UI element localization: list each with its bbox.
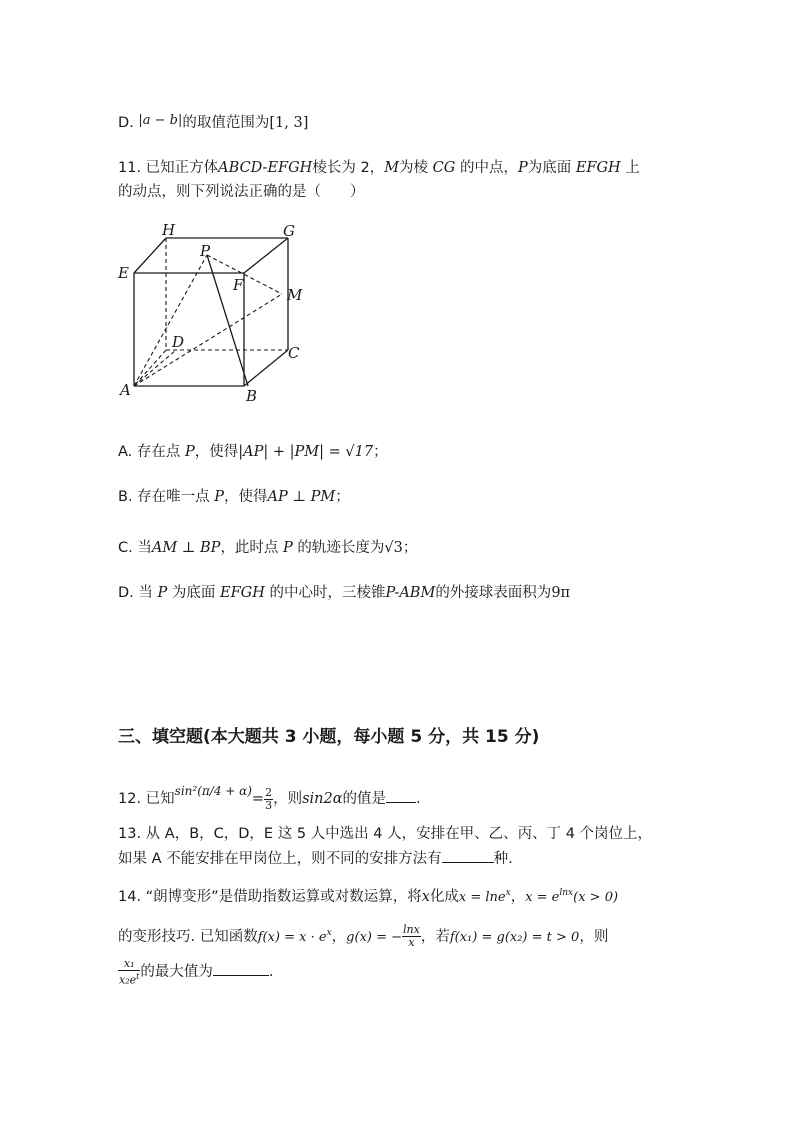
- function-g: g(x) = −: [346, 929, 403, 945]
- period: .: [416, 791, 421, 807]
- stem-text: 为底面: [527, 160, 572, 176]
- point-p: P: [517, 160, 528, 176]
- q11-stem-line2: 的动点，则下列说法正确的是（ ）: [118, 184, 365, 200]
- option-label: D.: [118, 115, 134, 131]
- q11-option-c: [118, 538, 417, 558]
- vector-expression: |a − b|: [138, 113, 183, 128]
- label-d: D: [172, 333, 185, 351]
- option-text: ；: [373, 444, 388, 460]
- label-h: H: [162, 221, 176, 239]
- lambert-form-2: x = e: [525, 889, 560, 905]
- point-m: M: [384, 160, 400, 176]
- option-text: B. 存在唯一点: [118, 489, 210, 505]
- question-text: ，若: [420, 928, 450, 945]
- face-efgh: EFGH: [575, 160, 621, 176]
- option-text: ；: [402, 540, 418, 556]
- fraction-denominator: 3: [265, 798, 273, 812]
- label-b: B: [246, 387, 258, 405]
- stem-text: 棱长为 2，: [312, 160, 385, 176]
- option-expression: AM ⊥ BP: [151, 540, 221, 556]
- option-text: C. 当: [118, 540, 152, 556]
- question-text: 12. 已知: [118, 791, 175, 807]
- fraction-denominator: x: [408, 936, 415, 950]
- option-text: ，使得: [194, 444, 239, 460]
- q10-option-d: [118, 111, 308, 133]
- var-x: x: [421, 888, 430, 905]
- option-text: 的外接球表面积为: [435, 585, 552, 601]
- question-text: 14. “朗博变形”是借助指数运算或对数运算，将: [118, 888, 422, 905]
- option-text: A. 存在点: [118, 444, 181, 460]
- fraction-denominator: x₂e: [119, 973, 137, 987]
- question-text: ，则: [579, 928, 609, 945]
- superscript: lnx: [559, 888, 574, 898]
- q14-line3: [118, 953, 273, 991]
- question-text: 的最大值为: [140, 964, 213, 980]
- point-p: P: [214, 489, 225, 505]
- q14-line1: [118, 883, 618, 908]
- question-text: 如果 A 不能安排在甲岗位上，则不同的安排方法有: [118, 851, 442, 867]
- edge-cg: CG: [432, 160, 456, 176]
- label-g: G: [283, 222, 295, 240]
- option-text: 的轨迹长度为: [297, 540, 385, 556]
- fraction-numerator: 2: [265, 785, 273, 799]
- stem-text: 为棱: [399, 160, 429, 176]
- option-expression: |AP| + |PM| = √17: [238, 444, 374, 460]
- target-expression: sin2α: [302, 791, 343, 807]
- function-f: f(x) = x · e: [257, 929, 327, 945]
- label-p: P: [200, 242, 211, 260]
- label-e: E: [118, 264, 129, 282]
- section-heading: 三、填空题(本大题共 3 小题，每小题 5 分，共 15 分): [118, 727, 540, 747]
- question-text: 的值是: [342, 791, 387, 807]
- condition: f(x₁) = g(x₂) = t > 0: [449, 929, 580, 945]
- range-value: [1, 3]: [269, 115, 309, 131]
- equals: =: [251, 791, 265, 807]
- q11-stem-line1: [118, 158, 640, 178]
- question-text: 化成: [429, 888, 459, 905]
- label-m: M: [287, 286, 303, 304]
- option-text: 的取值范围为: [182, 115, 270, 131]
- question-text: ，则: [273, 791, 303, 807]
- option-text: 为底面: [171, 585, 216, 601]
- option-expression: P-ABM: [385, 585, 436, 601]
- option-value: √3: [384, 540, 403, 556]
- option-text: 的中心时，三棱锥: [269, 585, 386, 601]
- stem-text: 的中点，: [459, 160, 518, 176]
- answer-blank[interactable]: [386, 788, 416, 803]
- fraction-x1-over-x2et: [118, 958, 140, 987]
- option-value: 9π: [551, 585, 571, 601]
- option-text: D. 当: [118, 585, 153, 601]
- separator: ，: [331, 928, 347, 945]
- q14-line2: [118, 920, 608, 951]
- cube-figure: [110, 218, 310, 408]
- label-a: A: [120, 381, 131, 399]
- lambert-form-1: x = lne: [458, 889, 506, 905]
- condition: (x > 0): [573, 889, 619, 905]
- option-text: ，此时点: [220, 540, 279, 556]
- point-p: P: [283, 540, 293, 556]
- q12: [118, 777, 421, 813]
- question-text: 的变形技巧. 已知函数: [118, 928, 258, 945]
- superscript: x: [326, 928, 332, 938]
- q11-option-a: [118, 442, 388, 462]
- fraction-numerator: lnx: [403, 923, 420, 937]
- label-f: F: [233, 276, 244, 294]
- cube-name: ABCD-EFGH: [218, 160, 313, 176]
- question-text: 种.: [493, 851, 513, 867]
- q11-option-b: [118, 487, 350, 507]
- superscript: t: [136, 971, 140, 981]
- option-text: ；: [335, 489, 350, 505]
- q11-option-d: [118, 583, 570, 603]
- sin-expression: sin²(π/4 + α): [174, 784, 252, 798]
- label-c: C: [288, 344, 300, 362]
- point-p: P: [185, 444, 195, 460]
- option-text: ，使得: [224, 489, 268, 505]
- superscript: x: [505, 888, 511, 898]
- q13-line1: 13. 从 A，B，C，D，E 这 5 人中选出 4 人，安排在甲、乙、丙、丁 4 个岗位上，: [118, 826, 653, 842]
- fraction-numerator: x₁: [118, 958, 140, 971]
- stem-text: 11. 已知正方体: [118, 160, 219, 176]
- face-efgh: EFGH: [219, 585, 265, 601]
- period: .: [268, 964, 274, 980]
- fraction-two-thirds: [264, 787, 273, 812]
- answer-blank[interactable]: [213, 961, 269, 976]
- option-expression: AP ⊥ PM: [267, 489, 336, 505]
- separator: ，: [510, 888, 526, 905]
- q13-line2: [118, 848, 513, 869]
- point-p: P: [157, 585, 168, 601]
- stem-text: 上: [625, 160, 640, 176]
- fraction-lnx-over-x: [402, 924, 421, 949]
- answer-blank[interactable]: [442, 848, 494, 863]
